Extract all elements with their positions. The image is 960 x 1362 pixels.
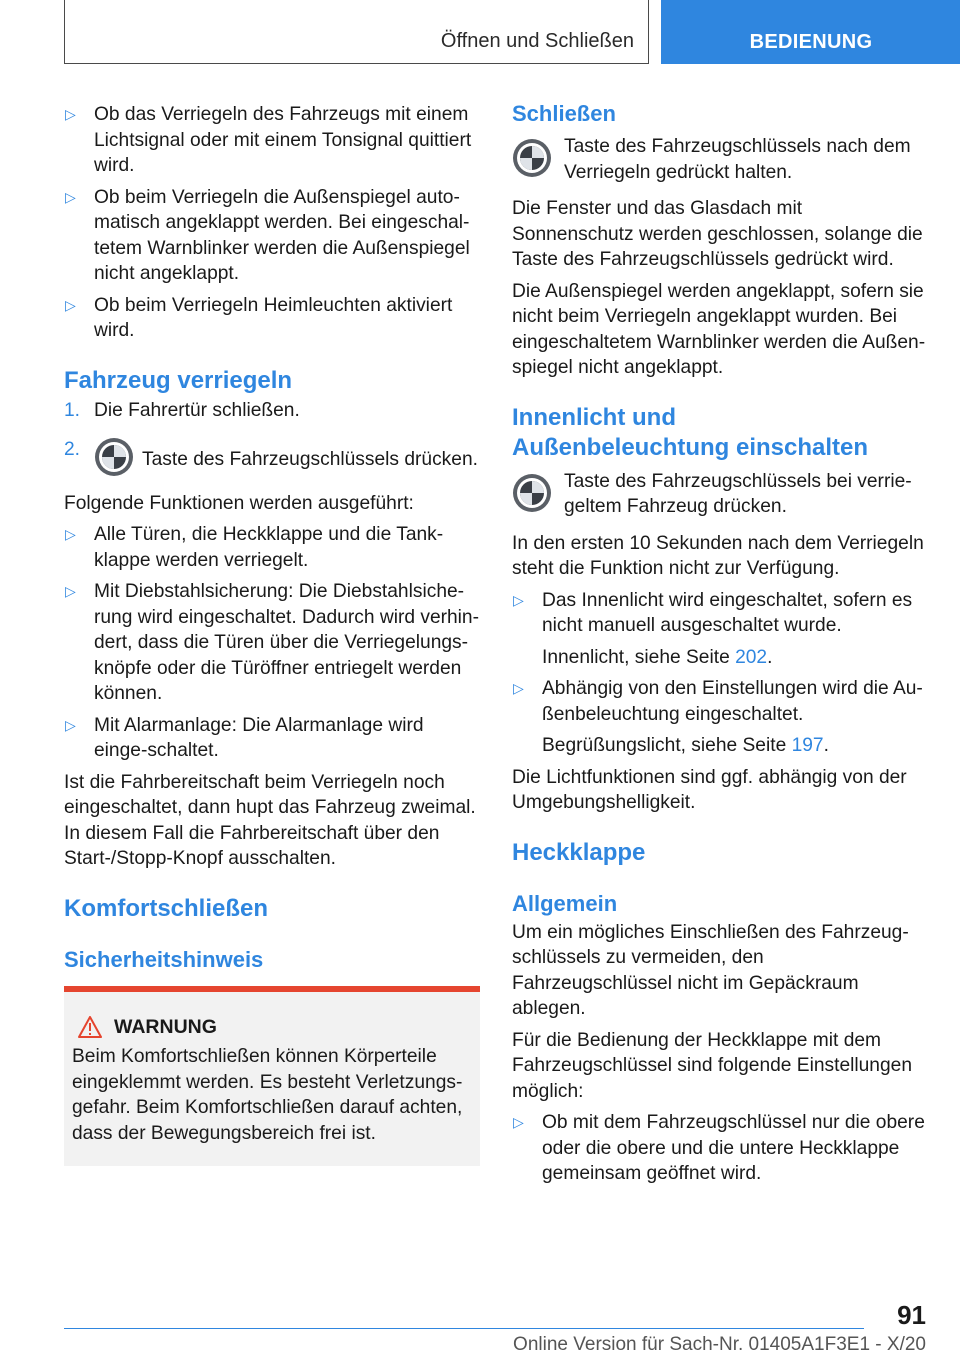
- right-column: [512, 100, 928, 1193]
- bmw-key-button-icon: [512, 138, 552, 186]
- warning-title-row: [72, 1014, 472, 1040]
- general-paragraph-2: Für die Bedienung der Heckklappe mit dem Fahrzeugschlüssel sind folgende Einstellungen möglich:: [512, 1029, 912, 1102]
- footer-online-version: Online Version für Sach-Nr. 01405A1F3E1 - X/20: [513, 1334, 926, 1355]
- general-heading: Allgemein: [512, 890, 618, 916]
- header-chapter-tab[interactable]: [661, 0, 960, 64]
- light-heading-line-1: Innenlicht und: [512, 403, 676, 431]
- safety-heading: Sicherheitshinweis: [64, 946, 264, 972]
- triangle-bullet-icon: ▷: [65, 526, 76, 542]
- list-item: ▷ Mit Alarmanlage: Die Alarmanlage wird einge-schaltet.: [65, 714, 424, 761]
- comfort-heading: Komfortschließen: [64, 894, 269, 922]
- warning-body: Beim Komfortschließen können Körperteile eingeklemmt werden. Es besteht Verletzungs-gefahr. Beim Komfortschließen darauf achten, dass der Bewegungsbereich frei ist.: [72, 1046, 463, 1144]
- triangle-bullet-icon: ▷: [65, 106, 76, 122]
- warning-box: [64, 986, 480, 1166]
- list-item: ▷ Alle Türen, die Heckklappe und die Tank-klappe werden verriegelt.: [65, 524, 444, 571]
- header-section-box: [64, 0, 649, 64]
- light-paragraph-1: In den ersten 10 Sekunden nach dem Verriegeln steht die Funktion nicht zur Verfügung.: [512, 532, 924, 579]
- bmw-key-button-icon: [512, 473, 552, 521]
- step-item: 2. Taste des Fahrzeugschlüssels drücken.: [64, 437, 480, 485]
- general-paragraph-1: Um ein mögliches Einschließen des Fahrzeug-schlüssels zu vermeiden, den Fahrzeugschlüssel nicht im Gepäckraum ablegen.: [512, 921, 909, 1019]
- step-number: 2.: [64, 439, 81, 460]
- triangle-bullet-icon: ▷: [513, 591, 524, 608]
- header-chapter-title: BEDIENUNG: [749, 31, 873, 53]
- step-number: 1.: [64, 399, 81, 421]
- light-paragraph-2: Die Lichtfunktionen sind ggf. abhängig von der Umgebungshelligkeit.: [512, 766, 907, 813]
- page-number: 91: [897, 1300, 926, 1330]
- list-item: ▷ Ob beim Verriegeln Heimleuchten aktiviert wird.: [65, 294, 453, 341]
- functions-intro: Folgende Funktionen werden ausgeführt:: [64, 492, 414, 514]
- close-paragraph-2: Die Außenspiegel werden angeklappt, sofern sie nicht beim Verriegeln angeklappt wurden. Bei eingeschaltetem Warnblinker werden die Außen-spiegel nicht angeklappt.: [512, 280, 926, 378]
- page-link[interactable]: 202: [735, 646, 768, 668]
- light-key-row: Taste des Fahrzeugschlüssels bei verrie-geltem Fahrzeug drücken.: [512, 469, 928, 521]
- cross-reference: Begrüßungslicht, siehe Seite 197.: [542, 735, 829, 756]
- footer-divider: [64, 1328, 864, 1329]
- light-heading-line-2: Außenbeleuchtung einschalten: [512, 433, 869, 461]
- triangle-bullet-icon: ▷: [65, 188, 76, 205]
- ready-text: Ist die Fahrbereitschaft beim Verriegeln noch eingeschaltet, dann hupt das Fahrzeug zweimal. In diesem Fall die Fahrbereitschaft über den Start-/Stopp-Knopf ausschalten.: [64, 771, 476, 869]
- close-key-row: Taste des Fahrzeugschlüssels nach dem Verriegeln gedrückt halten.: [512, 134, 928, 186]
- triangle-bullet-icon: ▷: [513, 680, 524, 696]
- close-paragraph-1: Die Fenster und das Glasdach mit Sonnenschutz werden geschlossen, solange die Taste des Fahrzeugschlüssels gedrückt wird.: [512, 198, 923, 270]
- bmw-key-button-icon: [94, 437, 134, 485]
- list-item: ▷ Abhängig von den Einstellungen wird die Au-ßenbeleuchtung eingeschaltet.: [513, 678, 923, 725]
- page-link[interactable]: 197: [791, 735, 824, 756]
- triangle-bullet-icon: ▷: [65, 296, 76, 313]
- step-item: 1. Die Fahrertür schließen.: [64, 398, 480, 424]
- list-item: ▷ Ob das Verriegeln des Fahrzeugs mit einem Lichtsignal oder mit einem Tonsignal quittiert wird.: [65, 104, 472, 176]
- cross-reference: Innenlicht, siehe Seite 202.: [542, 646, 773, 668]
- list-item: ▷ Mit Diebstahlsicherung: Die Diebstahlsiche-rung wird eingeschaltet. Dadurch wird verhin-dert, dass die Türen über die Verriegelungs-knöpfe oder die Türöffner entriegelt werden können.: [65, 581, 479, 704]
- list-item: ▷ Ob beim Verriegeln die Außenspiegel auto-matisch angeklappt werden. Bei eingeschal-tetem Warnblinker werden die Außenspiegel nicht angeklappt.: [65, 186, 470, 284]
- list-item: ▷ Das Innenlicht wird eingeschaltet, sofern es nicht manuell ausgeschaltet wurde.: [513, 589, 913, 636]
- triangle-bullet-icon: ▷: [65, 583, 76, 599]
- left-column: [64, 102, 480, 974]
- triangle-bullet-icon: ▷: [513, 1114, 524, 1130]
- close-heading: Schließen: [512, 101, 616, 126]
- warning-title: WARNUNG: [114, 1016, 217, 1038]
- tailgate-heading: Heckklappe: [512, 838, 646, 866]
- lock-heading: Fahrzeug verriegeln: [64, 366, 293, 394]
- triangle-bullet-icon: ▷: [65, 716, 76, 733]
- list-item: ▷ Ob mit dem Fahrzeugschlüssel nur die obere oder die obere und die untere Heckklappe gemeinsam geöffnet wird.: [513, 1112, 925, 1184]
- warning-triangle-icon: [78, 1016, 102, 1038]
- header-section-title: Öffnen und Schließen: [440, 30, 634, 52]
